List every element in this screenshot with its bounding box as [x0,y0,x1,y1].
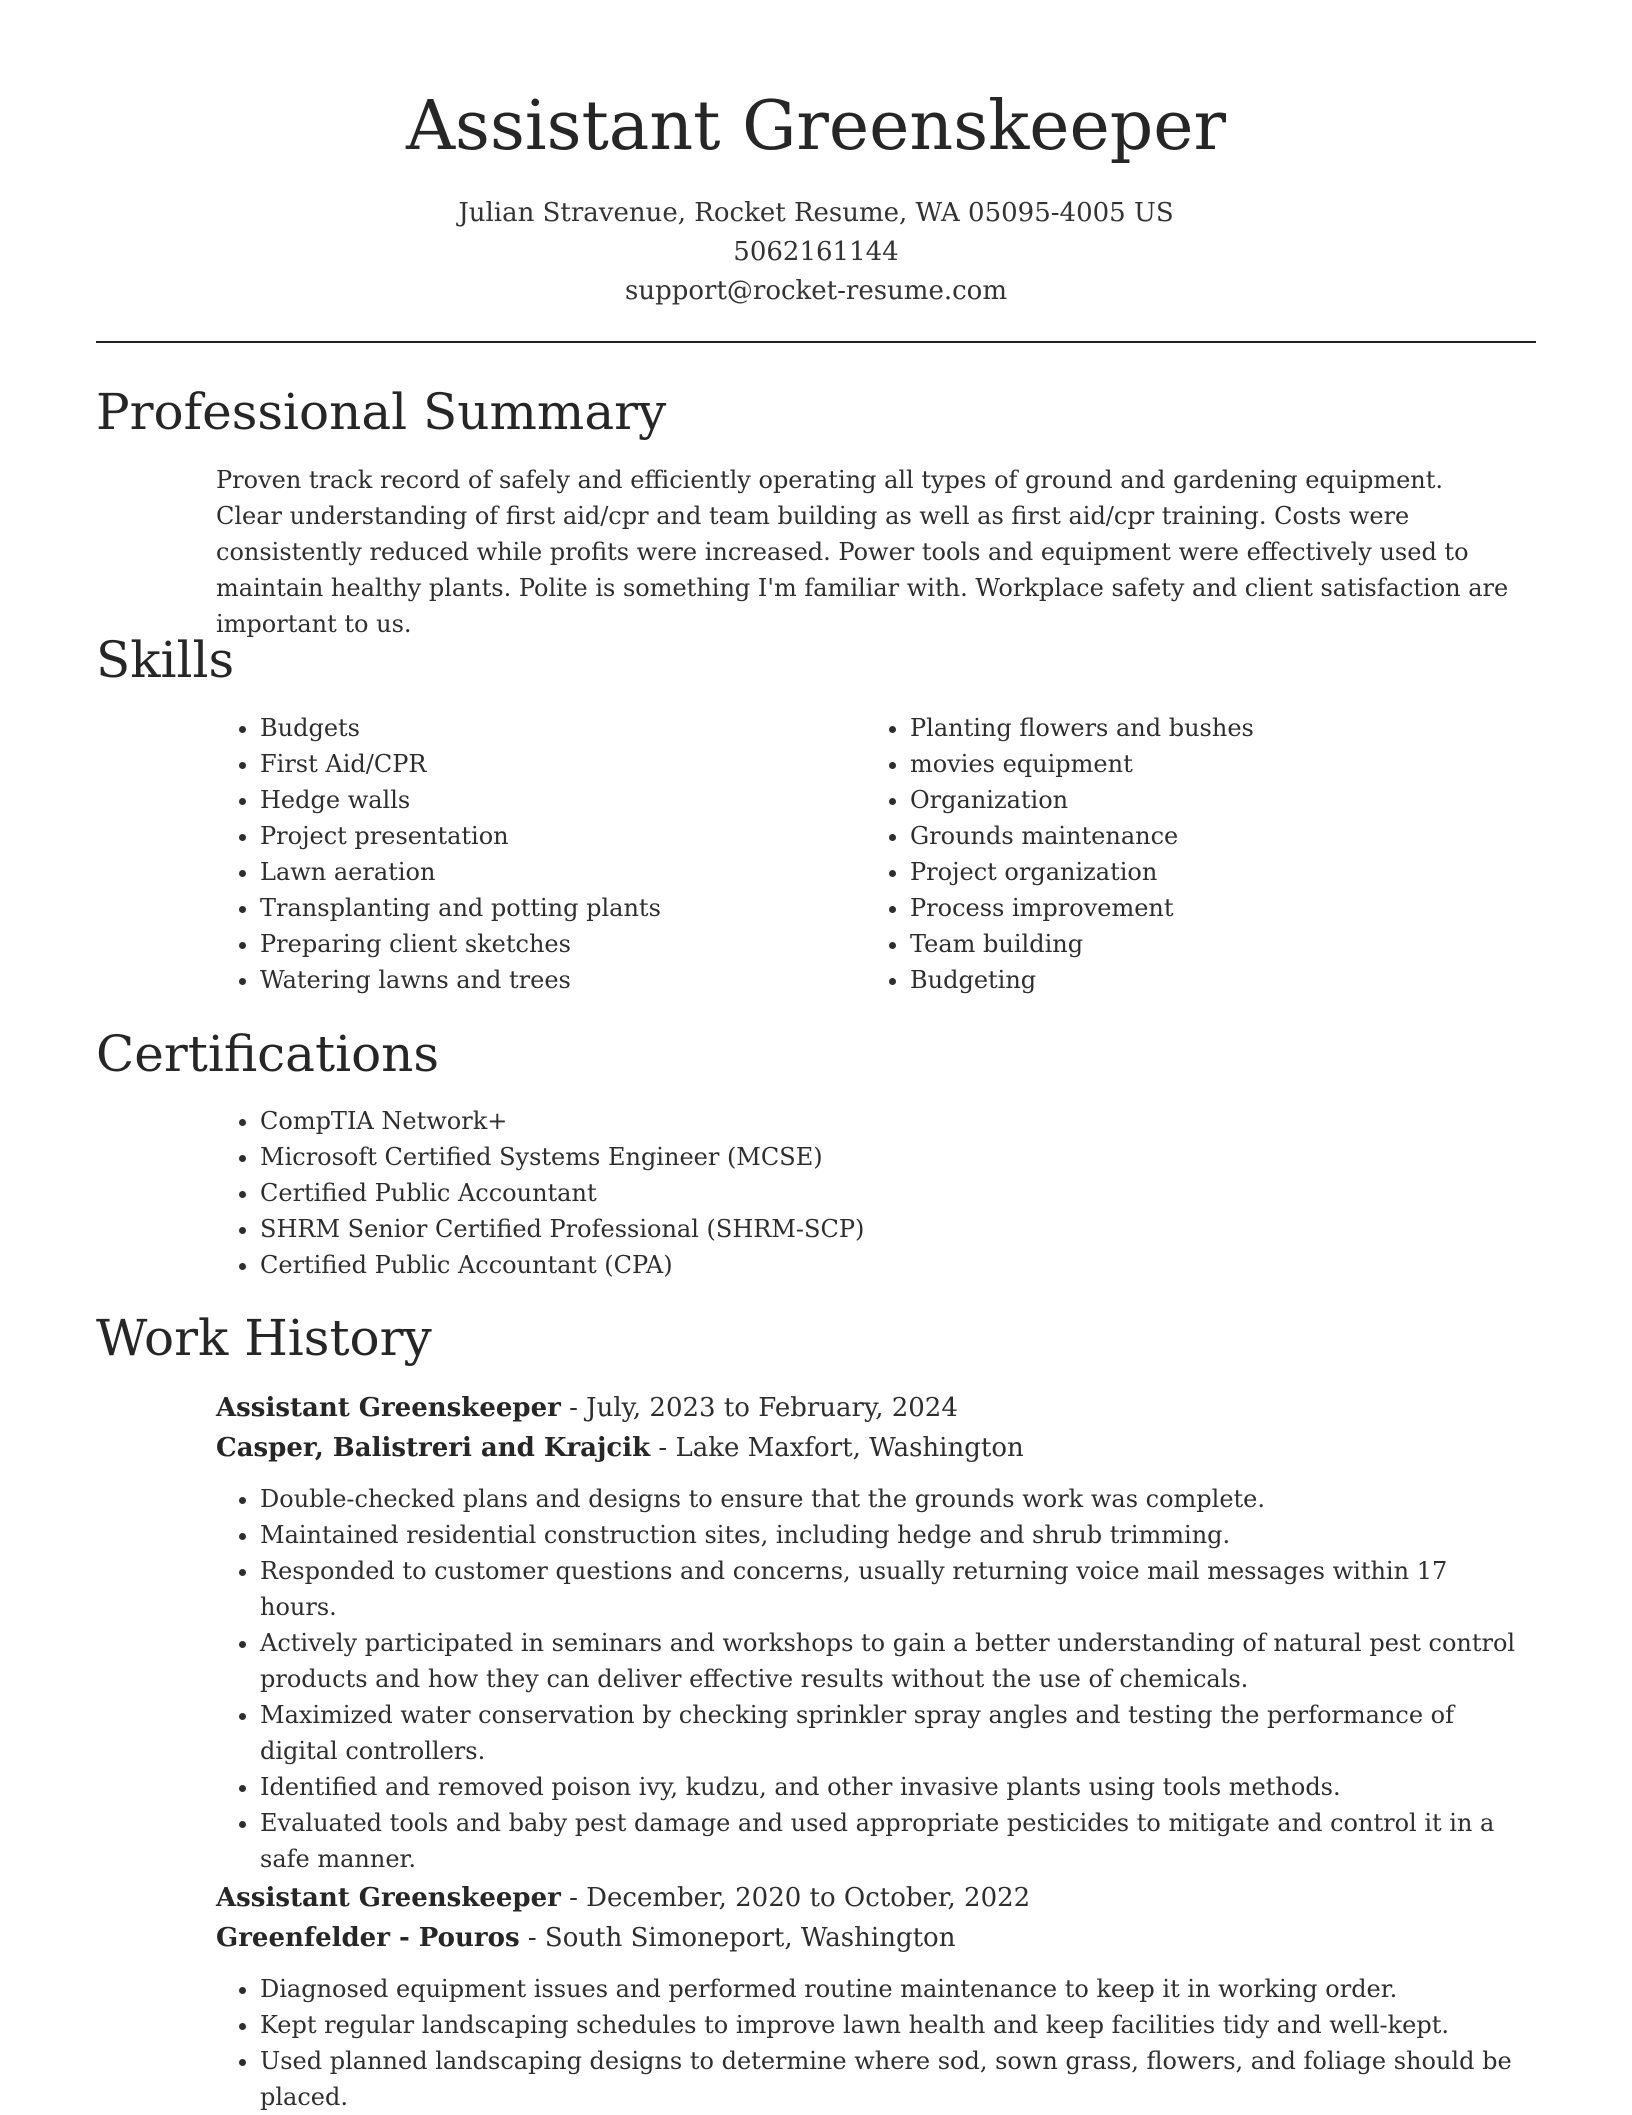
skill-item: • Lawn aeration [260,854,836,890]
job-bullets [216,1481,1516,1877]
skills-heading: Skills [96,631,235,689]
job-title: Assistant Greenskeeper [216,1393,561,1423]
job-dates: - July, 2023 to February, 2024 [560,1393,958,1423]
skill-item: • Process improvement [910,890,1506,926]
job-title: Assistant Greenskeeper [216,1883,561,1913]
skill-item: • First Aid/CPR [260,746,836,782]
skills-column-left [216,710,836,998]
skills-column-right [866,710,1506,998]
contact-email: support@rocket-resume.com [624,276,1007,306]
contact-block [0,194,1632,311]
certifications-list [216,1103,1516,1283]
job-title-line [216,1878,1536,1918]
job-bullet: • Maintained residential construction sites, including hedge and shrub trimming. [260,1517,1516,1553]
job-location: - South Simoneport, Washington [519,1923,956,1953]
skill-item: • Transplanting and potting plants [260,890,836,926]
certifications-block [216,1103,1516,1283]
certification-item: • SHRM Senior Certified Professional (SHRM-SCP) [260,1211,1516,1247]
contact-phone: 5062161144 [733,237,899,267]
job-company: Greenfelder - Pouros [216,1923,520,1953]
job-bullet-list [216,1971,1516,2115]
skill-item: • Preparing client sketches [260,926,836,962]
job-location: - Lake Maxfort, Washington [650,1433,1024,1463]
job-bullet: • Diagnosed equipment issues and performed routine maintenance to keep it in working order. [260,1971,1516,2007]
job-company: Casper, Balistreri and Krajcik [216,1433,651,1463]
resume-header [0,0,1632,311]
skills-list-left [216,710,836,998]
skills-list-right [866,710,1506,998]
skill-item: • Planting flowers and bushes [910,710,1506,746]
skill-item: • Hedge walls [260,782,836,818]
skill-item: • Organization [910,782,1506,818]
job-dates: - December, 2020 to October, 2022 [560,1883,1031,1913]
job-bullet: • Double-checked plans and designs to ensure that the grounds work was complete. [260,1481,1516,1517]
skill-item: • Project organization [910,854,1506,890]
header-divider [96,341,1536,343]
skill-item: • Watering lawns and trees [260,962,836,998]
skill-item: • Grounds maintenance [910,818,1506,854]
job-bullet: • Evaluated tools and baby pest damage and used appropriate pesticides to mitigate and control it in a safe manner. [260,1805,1516,1877]
job-bullets [216,1971,1516,2115]
job-bullet: • Responded to customer questions and concerns, usually returning voice mail messages within 17 hours. [260,1553,1516,1625]
contact-address: Julian Stravenue, Rocket Resume, WA 05095-4005 US [458,198,1174,228]
skill-item: • movies equipment [910,746,1506,782]
skill-item: • Budgets [260,710,836,746]
certification-item: • Certified Public Accountant (CPA) [260,1247,1516,1283]
job-bullet: • Maximized water conservation by checking sprinkler spray angles and testing the performance of digital controllers. [260,1697,1516,1769]
certification-item: • Microsoft Certified Systems Engineer (MCSE) [260,1139,1516,1175]
job-title-line [216,1388,1536,1428]
certification-item: • Certified Public Accountant [260,1175,1516,1211]
job-company-line [216,1918,1536,1958]
job-bullet: • Kept regular landscaping schedules to improve lawn health and keep facilities tidy and well-kept. [260,2007,1516,2043]
certification-item: • CompTIA Network+ [260,1103,1516,1139]
skill-item: • Project presentation [260,818,836,854]
job-header [216,1388,1536,1468]
skill-item: • Budgeting [910,962,1506,998]
job-bullet: • Used planned landscaping designs to determine where sod, sown grass, flowers, and foliage should be placed. [260,2043,1516,2115]
work-history-heading: Work History [96,1309,432,1367]
certifications-heading: Certifications [96,1025,440,1083]
job-header [216,1878,1536,1958]
job-bullet: • Identified and removed poison ivy, kudzu, and other invasive plants using tools methods. [260,1769,1516,1805]
summary-text: Proven track record of safely and efficiently operating all types of ground and gardening equipment. Clear understanding of first aid/cpr and team building as well as first aid/cpr training. Costs were consistently reduced while profits were increased. Power tools and equipment were effectively used to maintain healthy plants. Polite is something I'm familiar with. Workplace safety and client satisfaction are important to us. [216,466,1509,638]
summary-heading: Professional Summary [96,383,667,441]
skill-item: • Team building [910,926,1506,962]
job-bullet-list [216,1481,1516,1877]
job-company-line [216,1428,1536,1468]
resume-title: Assistant Greenskeeper [405,87,1227,166]
job-bullet: • Actively participated in seminars and workshops to gain a better understanding of natural pest control products and how they can deliver effective results without the use of chemicals. [260,1625,1516,1697]
